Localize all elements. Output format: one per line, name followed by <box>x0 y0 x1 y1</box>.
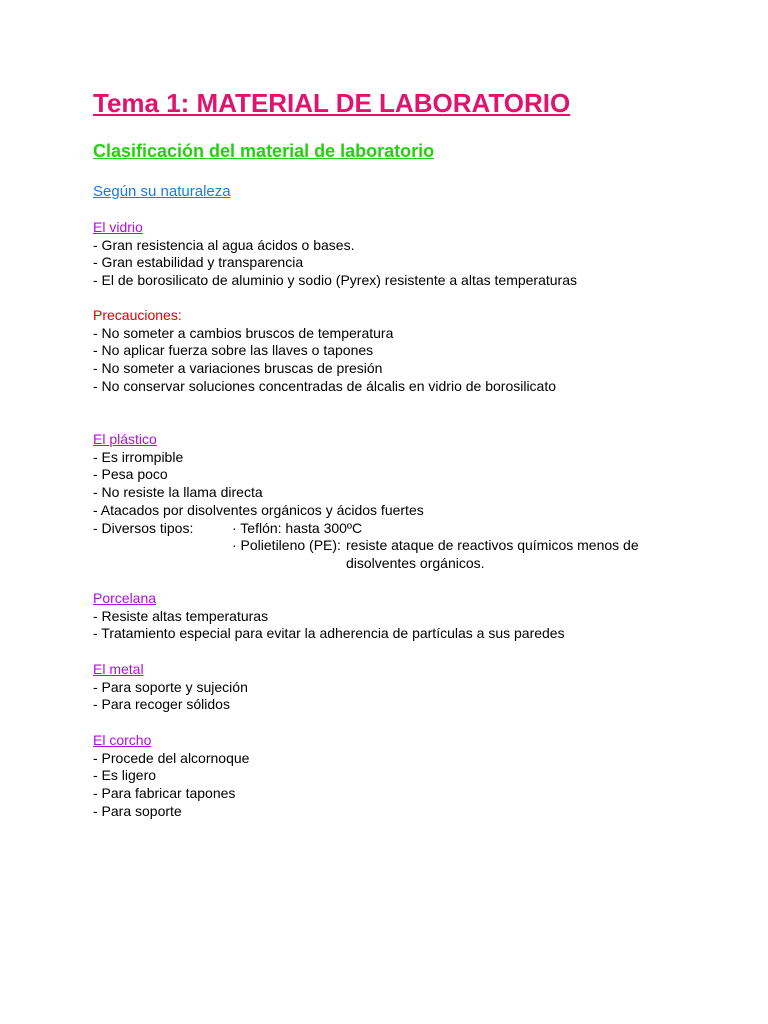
polietileno-text-continued: disolventes orgánicos. <box>346 554 485 571</box>
precauciones-block <box>93 307 556 396</box>
teflon-item: · Teflón: hasta 300ºC <box>232 519 363 536</box>
vidrio-heading: El vidrio <box>93 219 143 235</box>
list-item: - Es irrompible <box>93 448 184 465</box>
section-heading: Según su naturaleza <box>93 183 231 200</box>
list-item: - Pesa poco <box>93 466 168 483</box>
list-item: - Para soporte <box>93 802 182 819</box>
list-item: - Atacados por disolventes orgánicos y ácidos fuertes <box>93 501 424 518</box>
list-item: - Para recoger sólidos <box>93 696 230 713</box>
list-item: - Tratamiento especial para evitar la adherencia de partículas a sus paredes <box>93 625 565 642</box>
list-item: - No conservar soluciones concentradas de álcalis en vidrio de borosilicato <box>93 377 557 394</box>
list-item: - Resiste altas temperaturas <box>93 607 269 624</box>
list-item: - Es ligero <box>93 767 157 784</box>
plastico-heading: El plástico <box>93 431 157 447</box>
plastico-block <box>93 431 639 573</box>
page-title: Tema 1: MATERIAL DE LABORATORIO <box>93 88 571 118</box>
list-item: - Gran resistencia al agua ácidos o bases. <box>93 236 355 253</box>
tipos-row <box>93 520 424 538</box>
porcelana-block <box>93 590 565 643</box>
porcelana-heading: Porcelana <box>93 590 157 606</box>
list-item: - No someter a variaciones bruscas de presión <box>93 360 383 377</box>
polietileno-row-continued <box>93 554 485 573</box>
list-item: - Procede del alcornoque <box>93 749 250 766</box>
list-item: - Para fabricar tapones <box>93 785 236 802</box>
corcho-heading: El corcho <box>93 732 152 748</box>
polietileno-label: · Polietileno (PE): <box>232 537 341 554</box>
polietileno-row <box>93 537 639 555</box>
list-item: - No aplicar fuerza sobre las llaves o tapones <box>93 342 374 359</box>
vidrio-block <box>93 219 577 290</box>
list-item: - Para soporte y sujeción <box>93 678 248 695</box>
list-item: - Gran estabilidad y transparencia <box>93 254 304 271</box>
list-item: - No resiste la llama directa <box>93 484 263 501</box>
list-item: - No someter a cambios bruscos de temperatura <box>93 324 394 341</box>
corcho-block <box>93 732 249 821</box>
polietileno-text: resiste ataque de reactivos químicos menos de <box>346 537 639 554</box>
list-item: - El de borosilicato de aluminio y sodio (Pyrex) resistente a altas temperaturas <box>93 272 577 289</box>
precauciones-heading: Precauciones: <box>93 307 182 323</box>
metal-heading: El metal <box>93 661 144 677</box>
page-subtitle: Clasificación del material de laboratorio <box>93 141 435 161</box>
tipos-label: - Diversos tipos: <box>93 519 194 536</box>
metal-block <box>93 661 248 714</box>
